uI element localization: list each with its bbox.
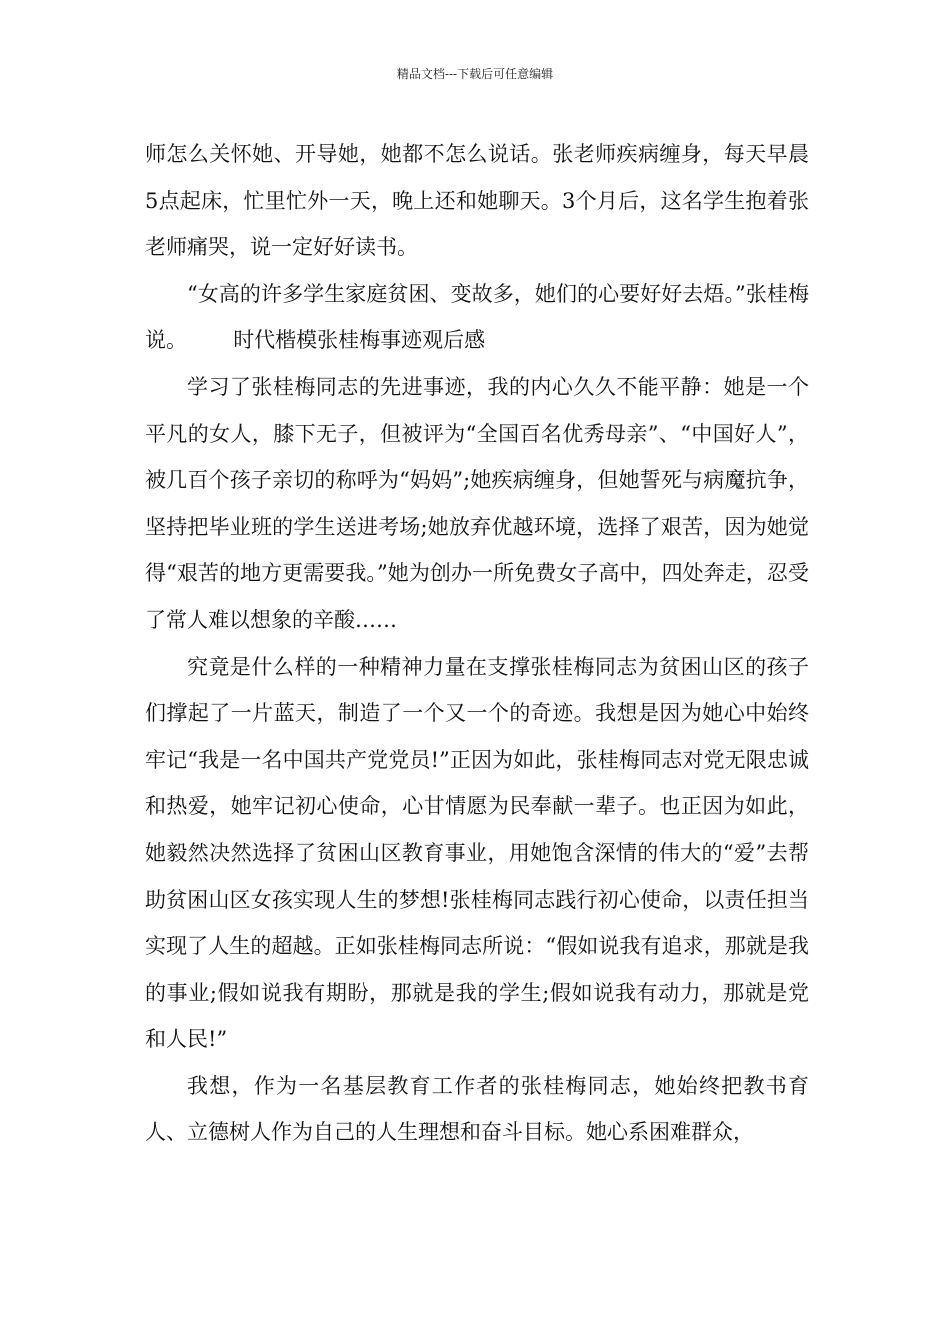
document-body (145, 131, 809, 1156)
paragraph-1: 师怎么关怀她、开导她，她都不怎么说话。张老师疾病缠身，每天早晨5点起床，忙里忙外一天，晚上还和她聊天。3个月后，这名学生抱着张老师痛哭，说一定好好读书。 (145, 142, 809, 260)
article-title: 时代楷模张桂梅事迹观后感 (233, 328, 486, 353)
paragraph-2-text: “女高的许多学生家庭贫困、变故多，她们的心要好好去焐。”张桂梅说。 (145, 281, 809, 353)
paragraph-4: 究竟是什么样的一种精神力量在支撑张桂梅同志为贫困山区的孩子们撑起了一片蓝天，制造了一个又一个的奇迹。我想是因为她心中始终牢记“我是一名中国共产党党员!”正因为如此，张桂梅同志对党无限忠诚和热爱，她牢记初心使命，心甘情愿为民奉献一辈子。也正因为如此，她毅然决然选择了贫困山区教育事业，用她饱含深情的伟大的“爱”去帮助贫困山区女孩实现人生的梦想!张桂梅同志践行初心使命，以责任担当实现了人生的超越。正如张桂梅同志所说：“假如说我有追求，那就是我的事业;假如说我有期盼，那就是我的学生;假如说我有动力，那就是党和人民!” (145, 654, 809, 1052)
page-header: 精品文档---下载后可任意编辑 (396, 67, 554, 81)
paragraph-3: 学习了张桂梅同志的先进事迹，我的内心久久不能平静：她是一个平凡的女人，膝下无子，但被评为“全国百名优秀母亲”、“中国好人”，被几百个孩子亲切的称呼为“妈妈”;她疾病缠身，但她誓死与病魔抗争，坚持把毕业班的学生送进考场;她放弃优越环境，选择了艰苦，因为她觉得“艰苦的地方更需要我。”她为创办一所免费女子高中，四处奔走，忍受了常人难以想象的辛酸…… (145, 374, 809, 632)
paragraph-2 (145, 271, 809, 364)
paragraph-5: 我想，作为一名基层教育工作者的张桂梅同志，她始终把教书育人、立德树人作为自己的人生理想和奋斗目标。她心系困难群众， (145, 1073, 809, 1145)
